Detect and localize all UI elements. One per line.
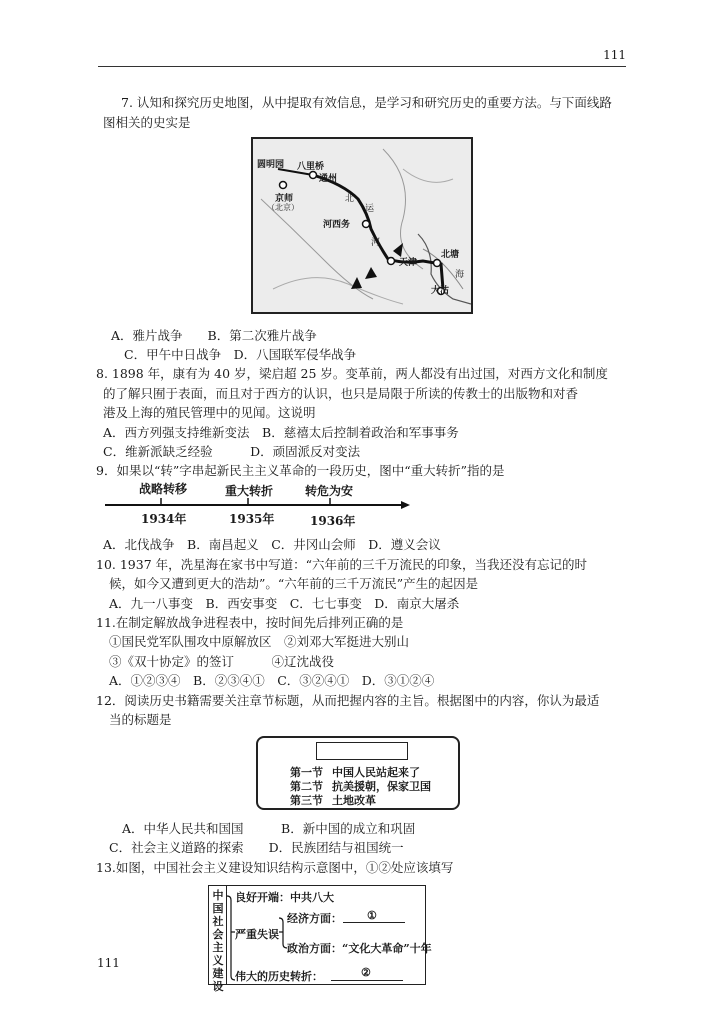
route-map — [251, 137, 473, 314]
page-number-bottom: 111 — [97, 956, 120, 970]
chapter-title: 中国人民站起来了 — [332, 766, 420, 779]
timeline-year-1: 1934年 — [141, 512, 187, 526]
q7-options-line2: C．甲午中日战争 D．八国联军侵华战争 — [124, 347, 357, 362]
chapter-num: 第二节 — [290, 780, 323, 793]
map-label-jingshi: 京师 — [275, 194, 294, 204]
timeline-event-1: 战略转移 — [139, 482, 188, 496]
map-label-river-hai: 海 — [455, 270, 465, 280]
q10-stem-line1: 10. 1937 年，冼星海在家书中写道：“六年前的三千万流民的印象，当我还没有忘记的时 — [96, 557, 588, 572]
q12-stem-line2: 当的标题是 — [109, 712, 172, 727]
chapter-num: 第一节 — [290, 766, 323, 779]
q12-chapter-box — [256, 736, 460, 810]
diagram-serious-mistakes: 严重失误 — [235, 928, 279, 941]
diagram-good-start: 良好开端：中共八大 — [235, 891, 334, 904]
q11-items-line1: ①国民党军队围攻中原解放区 ②刘邓大军挺进大别山 — [109, 634, 410, 649]
q8-stem-line2: 的了解只囿于表面，而且对于西方的认识，也只是局限于所读的传教士的出版物和对香 — [103, 386, 579, 401]
q10-options: A．九一八事变 B．西安事变 C．七七事变 D．南京大屠杀 — [109, 596, 460, 611]
timeline-year-2: 1935年 — [229, 512, 275, 526]
map-label-hexiwu: 河西务 — [323, 220, 351, 230]
map-label-beijing: （北京） — [267, 203, 299, 212]
timeline-year-3: 1936年 — [310, 514, 356, 528]
chapter-title-blank — [316, 742, 408, 760]
q12-options-line2: C．社会主义道路的探索 D．民族团结与祖国统一 — [109, 840, 404, 855]
diagram-political: 政治方面：“文化大革命”十年 — [287, 942, 432, 955]
page-number-top: 111 — [603, 48, 626, 62]
blank-2-underline — [331, 980, 403, 981]
map-label-river-yun: 运 — [365, 204, 375, 214]
q11-options: A．①②③④ B．②③④① C．③②④① D．③①②④ — [109, 673, 435, 688]
q9-timeline — [105, 478, 410, 528]
diagram-vertical-title: 中 国 社 会 主 义 建 设 — [212, 889, 224, 993]
map-label-river-bei: 北 — [345, 194, 355, 204]
chapter-row-3 — [290, 792, 376, 808]
diagram-turning-point: 伟大的历史转折： — [235, 970, 323, 983]
q8-stem-line3: 港及上海的殖民管理中的见闻。这说明 — [103, 405, 316, 420]
q9-stem: 9．如果以“转”字串起新民主主义革命的一段历史，图中“重大转折”指的是 — [96, 463, 505, 478]
chapter-title: 抗美援朝，保家卫国 — [332, 780, 431, 793]
map-label-tianjin: 天津 — [399, 258, 418, 268]
map-label-yuanmingyuan: 圆明园 — [257, 160, 285, 170]
map-label-dagu: 大沽 — [431, 286, 450, 296]
chapter-title: 土地改革 — [332, 794, 376, 807]
map-label-tongzhou: 通州 — [319, 174, 338, 184]
q10-stem-line2: 候，如今又遭到更大的浩劫”。“六年前的三千万流民”产生的起因是 — [109, 576, 479, 591]
map-label-beitang: 北塘 — [441, 250, 460, 260]
q11-stem: 11.在制定解放战争进程表中，按时间先后排列正确的是 — [96, 615, 404, 630]
blank-1-underline — [343, 922, 405, 923]
timeline-event-3: 转危为安 — [305, 484, 354, 498]
q13-structure-diagram — [208, 885, 432, 993]
q7-options-line1: A．雅片战争 B．第二次雅片战争 — [111, 328, 317, 343]
timeline-event-2: 重大转折 — [225, 484, 274, 498]
diagram-economic: 经济方面： — [287, 912, 342, 925]
map-label-baliqiao: 八里桥 — [297, 162, 325, 172]
q11-items-line2: ③《双十协定》的签订 ④辽沈战役 — [109, 654, 335, 669]
map-label-river-he: 河 — [371, 238, 381, 248]
q12-stem-line1: 12．阅读历史书籍需要关注章节标题，从而把握内容的主旨。根据图中的内容，你认为最适 — [96, 693, 600, 708]
q7-stem-line1: 7. 认知和探究历史地图，从中提取有效信息，是学习和研究历史的重要方法。与下面线路 — [121, 95, 612, 110]
q12-options-line1: A．中华人民共和国国 B．新中国的成立和巩固 — [122, 821, 416, 836]
blank-2-marker: ② — [361, 966, 371, 979]
q8-stem-line1: 8. 1898 年，康有为 40 岁，梁启超 25 岁。变革前，两人都没有出过国，对西方文化和制度 — [96, 366, 608, 381]
blank-1-marker: ① — [367, 909, 377, 922]
header-rule — [98, 66, 626, 67]
q8-options-line1: A．西方列强支持维新变法 B．慈禧太后控制着政治和军事事务 — [103, 425, 459, 440]
q8-options-line2: C．维新派缺乏经验 D．顽固派反对变法 — [103, 444, 361, 459]
q7-stem-line2: 图相关的史实是 — [103, 115, 191, 130]
q13-stem: 13.如图，中国社会主义建设知识结构示意图中，①②处应该填写 — [96, 860, 454, 875]
chapter-num: 第三节 — [290, 794, 323, 807]
q9-options: A．北伐战争 B．南昌起义 C．井冈山会师 D．遵义会议 — [103, 537, 441, 552]
